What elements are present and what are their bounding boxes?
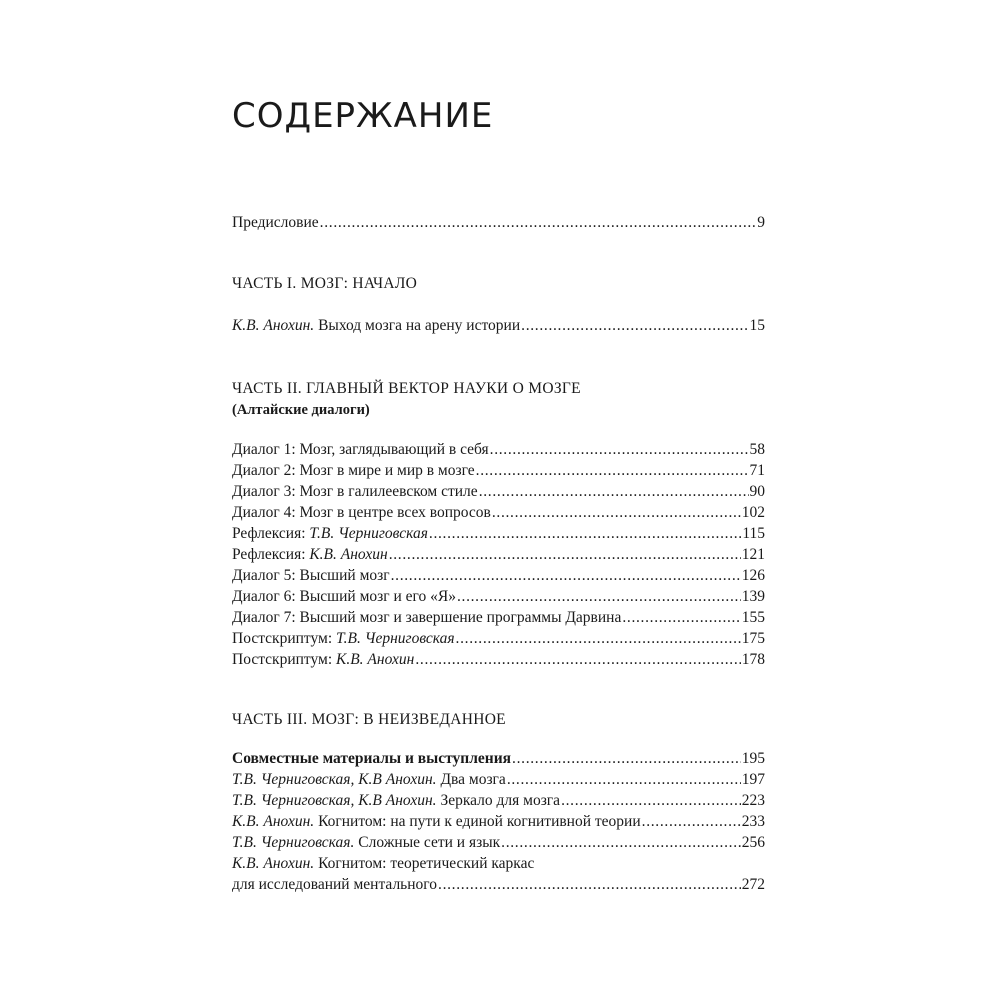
entry-author: Т.В. Черниговская. bbox=[232, 834, 355, 851]
entry-author: К.В. Анохин bbox=[309, 546, 388, 563]
page-number: 71 bbox=[749, 462, 765, 479]
toc-entry[interactable] bbox=[232, 523, 765, 544]
entry-author: Т.В. Черниговская bbox=[336, 630, 455, 647]
page-number: 272 bbox=[741, 876, 765, 893]
toc-entry[interactable] bbox=[232, 769, 765, 790]
toc-entry[interactable] bbox=[232, 460, 765, 481]
part-1-heading: ЧАСТЬ I. МОЗГ: НАЧАЛО bbox=[232, 275, 418, 292]
dot-leader bbox=[642, 811, 741, 832]
page-title: СОДЕРЖАНИЕ bbox=[232, 96, 494, 136]
toc-entry[interactable] bbox=[232, 315, 765, 336]
page-number: 233 bbox=[741, 813, 765, 830]
entry-author: Т.В. Черниговская, К.В Анохин. bbox=[232, 771, 437, 788]
page-number: 115 bbox=[742, 525, 765, 542]
page-number: 9 bbox=[757, 214, 765, 231]
page-number: 139 bbox=[741, 588, 765, 605]
entry-title: Зеркало для мозга bbox=[436, 792, 561, 809]
entry-title: Предисловие bbox=[232, 214, 319, 231]
toc-entry[interactable] bbox=[232, 544, 765, 565]
entry-prefix: Рефлексия: bbox=[232, 525, 310, 542]
page-number: 58 bbox=[749, 441, 765, 458]
preface-entry bbox=[232, 212, 765, 233]
entry-title: Когнитом: на пути к единой когнитивной теории bbox=[314, 813, 641, 830]
page-number: 102 bbox=[741, 504, 765, 521]
toc-entry[interactable] bbox=[232, 811, 765, 832]
toc-entry[interactable] bbox=[232, 628, 765, 649]
toc-entry[interactable] bbox=[232, 649, 765, 670]
toc-entry[interactable] bbox=[232, 439, 765, 460]
toc-entry[interactable] bbox=[232, 481, 765, 502]
page-number: 155 bbox=[741, 609, 765, 626]
dot-leader bbox=[429, 523, 741, 544]
dot-leader bbox=[521, 315, 748, 336]
page-number: 256 bbox=[741, 834, 765, 851]
page-number: 195 bbox=[741, 750, 765, 767]
toc-entry[interactable] bbox=[232, 832, 765, 853]
entry-prefix: Постскриптум: bbox=[232, 651, 337, 668]
toc-entry-line-1[interactable] bbox=[232, 853, 765, 874]
entry-title: Диалог 4: Мозг в центре всех вопросов bbox=[232, 504, 491, 521]
toc-entry[interactable] bbox=[232, 607, 765, 628]
entry-title: Когнитом: теоретический каркас bbox=[314, 855, 535, 872]
dot-leader bbox=[438, 874, 741, 895]
part-2-subheading: (Алтайские диалоги) bbox=[232, 402, 370, 418]
entry-author: К.В. Анохин. bbox=[232, 813, 315, 830]
toc-entry[interactable] bbox=[232, 212, 765, 233]
entry-title: Диалог 3: Мозг в галилеевском стиле bbox=[232, 483, 478, 500]
dot-leader bbox=[479, 481, 749, 502]
toc-entry[interactable] bbox=[232, 565, 765, 586]
dot-leader bbox=[391, 565, 741, 586]
dot-leader bbox=[490, 439, 749, 460]
page-number: 175 bbox=[741, 630, 765, 647]
dot-leader bbox=[501, 832, 741, 853]
entry-title: Диалог 2: Мозг в мире и мир в мозге bbox=[232, 462, 475, 479]
page-number: 223 bbox=[741, 792, 765, 809]
toc-entry-line-2[interactable] bbox=[232, 874, 765, 895]
dot-leader bbox=[456, 628, 741, 649]
dot-leader bbox=[512, 748, 741, 769]
entry-author: К.В. Анохин. bbox=[232, 317, 315, 334]
dot-leader bbox=[561, 790, 741, 811]
entry-prefix: Рефлексия: bbox=[232, 546, 310, 563]
toc-entry[interactable] bbox=[232, 502, 765, 523]
dot-leader bbox=[389, 544, 741, 565]
part-3-entries bbox=[232, 748, 765, 895]
toc-entry[interactable] bbox=[232, 748, 765, 769]
entry-title: Два мозга bbox=[436, 771, 506, 788]
page-number: 126 bbox=[741, 567, 765, 584]
entry-author: К.В. Анохин. bbox=[232, 855, 315, 872]
entry-prefix: Постскриптум: bbox=[232, 630, 337, 647]
entry-author: К.В. Анохин bbox=[336, 651, 415, 668]
dot-leader bbox=[457, 586, 741, 607]
page-number: 178 bbox=[741, 651, 765, 668]
toc-entry[interactable] bbox=[232, 586, 765, 607]
entry-author: Т.В. Черниговская bbox=[309, 525, 428, 542]
entry-title: Диалог 5: Высший мозг bbox=[232, 567, 390, 584]
page-number: 197 bbox=[741, 771, 765, 788]
entry-title: Диалог 1: Мозг, заглядывающий в себя bbox=[232, 441, 489, 458]
part-2-entries bbox=[232, 439, 765, 670]
entry-author: Т.В. Черниговская, К.В Анохин. bbox=[232, 792, 437, 809]
dot-leader bbox=[622, 607, 740, 628]
dot-leader bbox=[415, 649, 740, 670]
toc-entry[interactable] bbox=[232, 790, 765, 811]
entry-title: Совместные материалы и выступления bbox=[232, 750, 512, 767]
page-number: 121 bbox=[741, 546, 765, 563]
entry-title: Выход мозга на арену истории bbox=[314, 317, 521, 334]
page-number: 15 bbox=[749, 317, 765, 334]
entry-title-continued: для исследований ментального bbox=[232, 876, 438, 893]
entry-title: Диалог 6: Высший мозг и его «Я» bbox=[232, 588, 456, 605]
part-1-entries bbox=[232, 315, 765, 336]
entry-title: Сложные сети и язык bbox=[354, 834, 501, 851]
part-2-heading: ЧАСТЬ II. ГЛАВНЫЙ ВЕКТОР НАУКИ О МОЗГЕ bbox=[232, 380, 581, 397]
page-number: 90 bbox=[749, 483, 765, 500]
dot-leader bbox=[476, 460, 749, 481]
entry-title: Диалог 7: Высший мозг и завершение программы Дарвина bbox=[232, 609, 622, 626]
dot-leader bbox=[320, 212, 757, 233]
dot-leader bbox=[492, 502, 741, 523]
dot-leader bbox=[507, 769, 741, 790]
part-3-heading: ЧАСТЬ III. МОЗГ: В НЕИЗВЕДАННОЕ bbox=[232, 711, 506, 728]
